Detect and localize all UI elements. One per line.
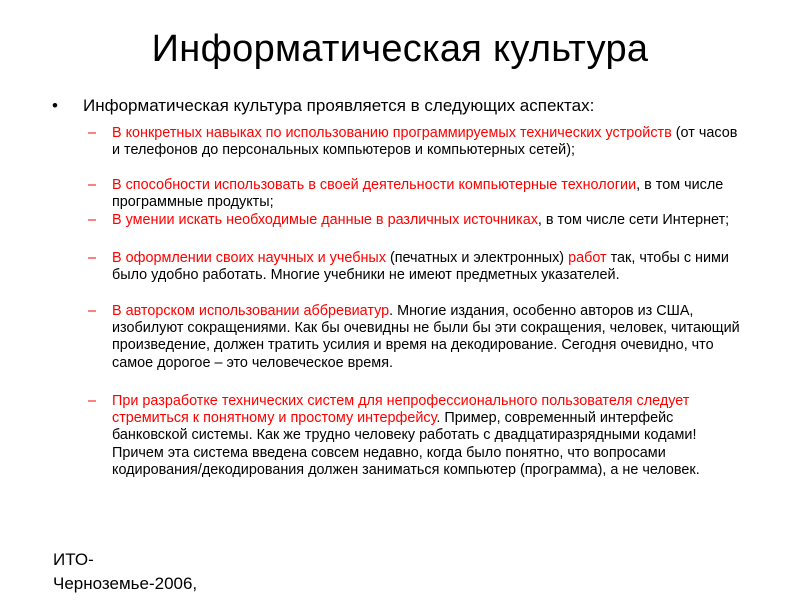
dash-marker: – (88, 303, 97, 319)
aspect-text: . Пример, современный интерфейс банковской системы. Как же трудно человеку работать с двадцатиразрядными кодами! Причем эта система введена совсем недавно, когда было понятно, что вопросами кодирования/декодирования должен заниматься компьютер (программа), а не человек. (112, 410, 700, 478)
dash-marker: – (88, 250, 97, 266)
footer-line: Черноземье-2006, (53, 574, 198, 593)
dash-marker: – (88, 177, 97, 193)
slide-footer (53, 548, 197, 596)
aspect-highlight: В конкретных навыках по использованию программируемых технических устройств (112, 125, 672, 141)
aspect-highlight: В оформлении своих научных и учебных (112, 250, 386, 266)
aspect-text: (печатных и электронных) (385, 250, 569, 266)
aspect-highlight: В умении искать необходимые данные в различных источниках (112, 212, 538, 228)
aspect-text: (от часов и телефонов до персональных компьютеров и компьютерных сетей); (112, 125, 738, 159)
slide-title: Информатическая культура (151, 28, 649, 70)
aspect-text: . Многие издания, особенно авторов из США, изобилуют сокращениями. Как бы очевидны не были бы эти сокращения, человек, читающий произведение, должен тратить усилия и время на декодирование. Сегодня очевидно, что самое дорогое – это человеческое время. (112, 303, 740, 371)
bullet-dot-icon: • (52, 96, 58, 115)
aspect-highlight: В авторском использовании аббревиатур (112, 303, 390, 319)
aspect-text: , в том числе программные продукты; (112, 177, 724, 211)
aspect-highlight: При разработке технических систем для непрофессионального пользователя следует стремиться к понятному и простому интерфейсу (112, 393, 690, 427)
aspect-text: так, чтобы с ними было удобно работать. Многие учебники не имеют предметных указателей. (112, 250, 729, 284)
dash-marker: – (88, 212, 97, 228)
dash-marker: – (88, 393, 97, 409)
main-bullet-text: Информатическая культура проявляется в следующих аспектах: (83, 96, 595, 115)
aspect-highlight: В способности использовать в своей деятельности компьютерные технологии (112, 177, 637, 193)
footer-line: ИТО- (53, 550, 94, 569)
aspect-highlight: работ (568, 250, 607, 266)
dash-marker: – (88, 125, 97, 141)
aspect-text: , в том числе сети Интернет; (537, 212, 730, 228)
